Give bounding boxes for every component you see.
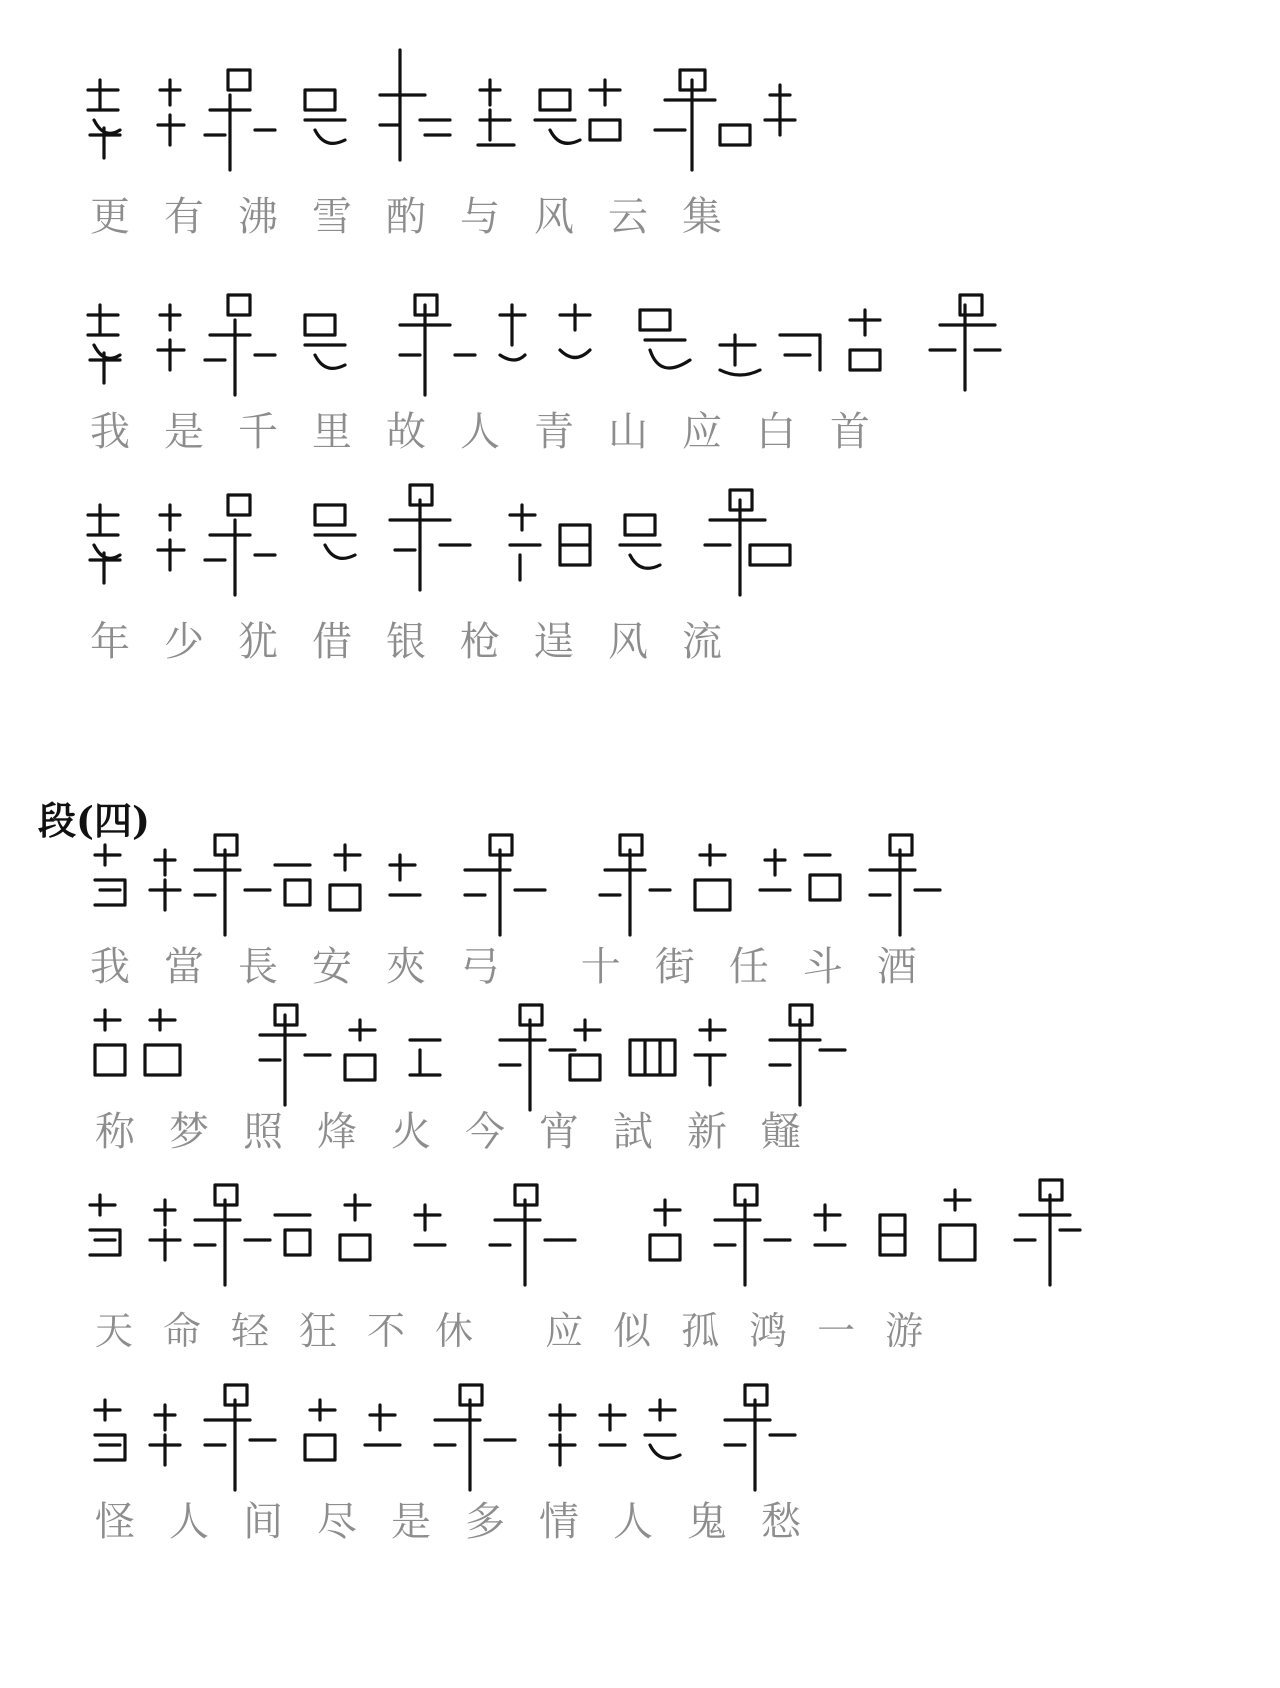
tablature-glyphs-7	[90, 1375, 810, 1495]
lyric-line-6: 天命轻狂不休 应似孤鸿一游	[95, 1309, 954, 1353]
tablature-row-6	[85, 1170, 1085, 1290]
tablature-row-3	[80, 475, 810, 595]
tablature-glyphs-3	[80, 475, 810, 595]
tablature-row-2	[80, 275, 1020, 395]
lyric-line-5: 称梦照烽火今宵試新䪥	[95, 1109, 835, 1155]
tablature-row-1	[80, 50, 800, 170]
tablature-glyphs-5	[90, 995, 850, 1115]
lyric-line-4: 我當長安夾弓 十街任斗酒	[90, 944, 951, 990]
tablature-glyphs-1	[80, 50, 800, 170]
lyric-line-1: 更有沸雪酌与风云集	[90, 194, 756, 240]
lyric-line-7: 怪人间尽是多情人鬼愁	[95, 1499, 835, 1545]
lyric-line-3: 年少犹借银枪逞风流	[90, 619, 756, 665]
tablature-row-5	[90, 995, 850, 1115]
tablature-row-7	[90, 1375, 810, 1495]
tablature-row-4	[90, 820, 950, 940]
tablature-glyphs-2	[80, 275, 1020, 395]
lyric-line-2: 我是千里故人青山应白首	[90, 409, 904, 455]
section-heading: 段(四)	[38, 798, 150, 843]
tablature-glyphs-6	[85, 1170, 1085, 1290]
tablature-glyphs-4	[90, 820, 950, 940]
